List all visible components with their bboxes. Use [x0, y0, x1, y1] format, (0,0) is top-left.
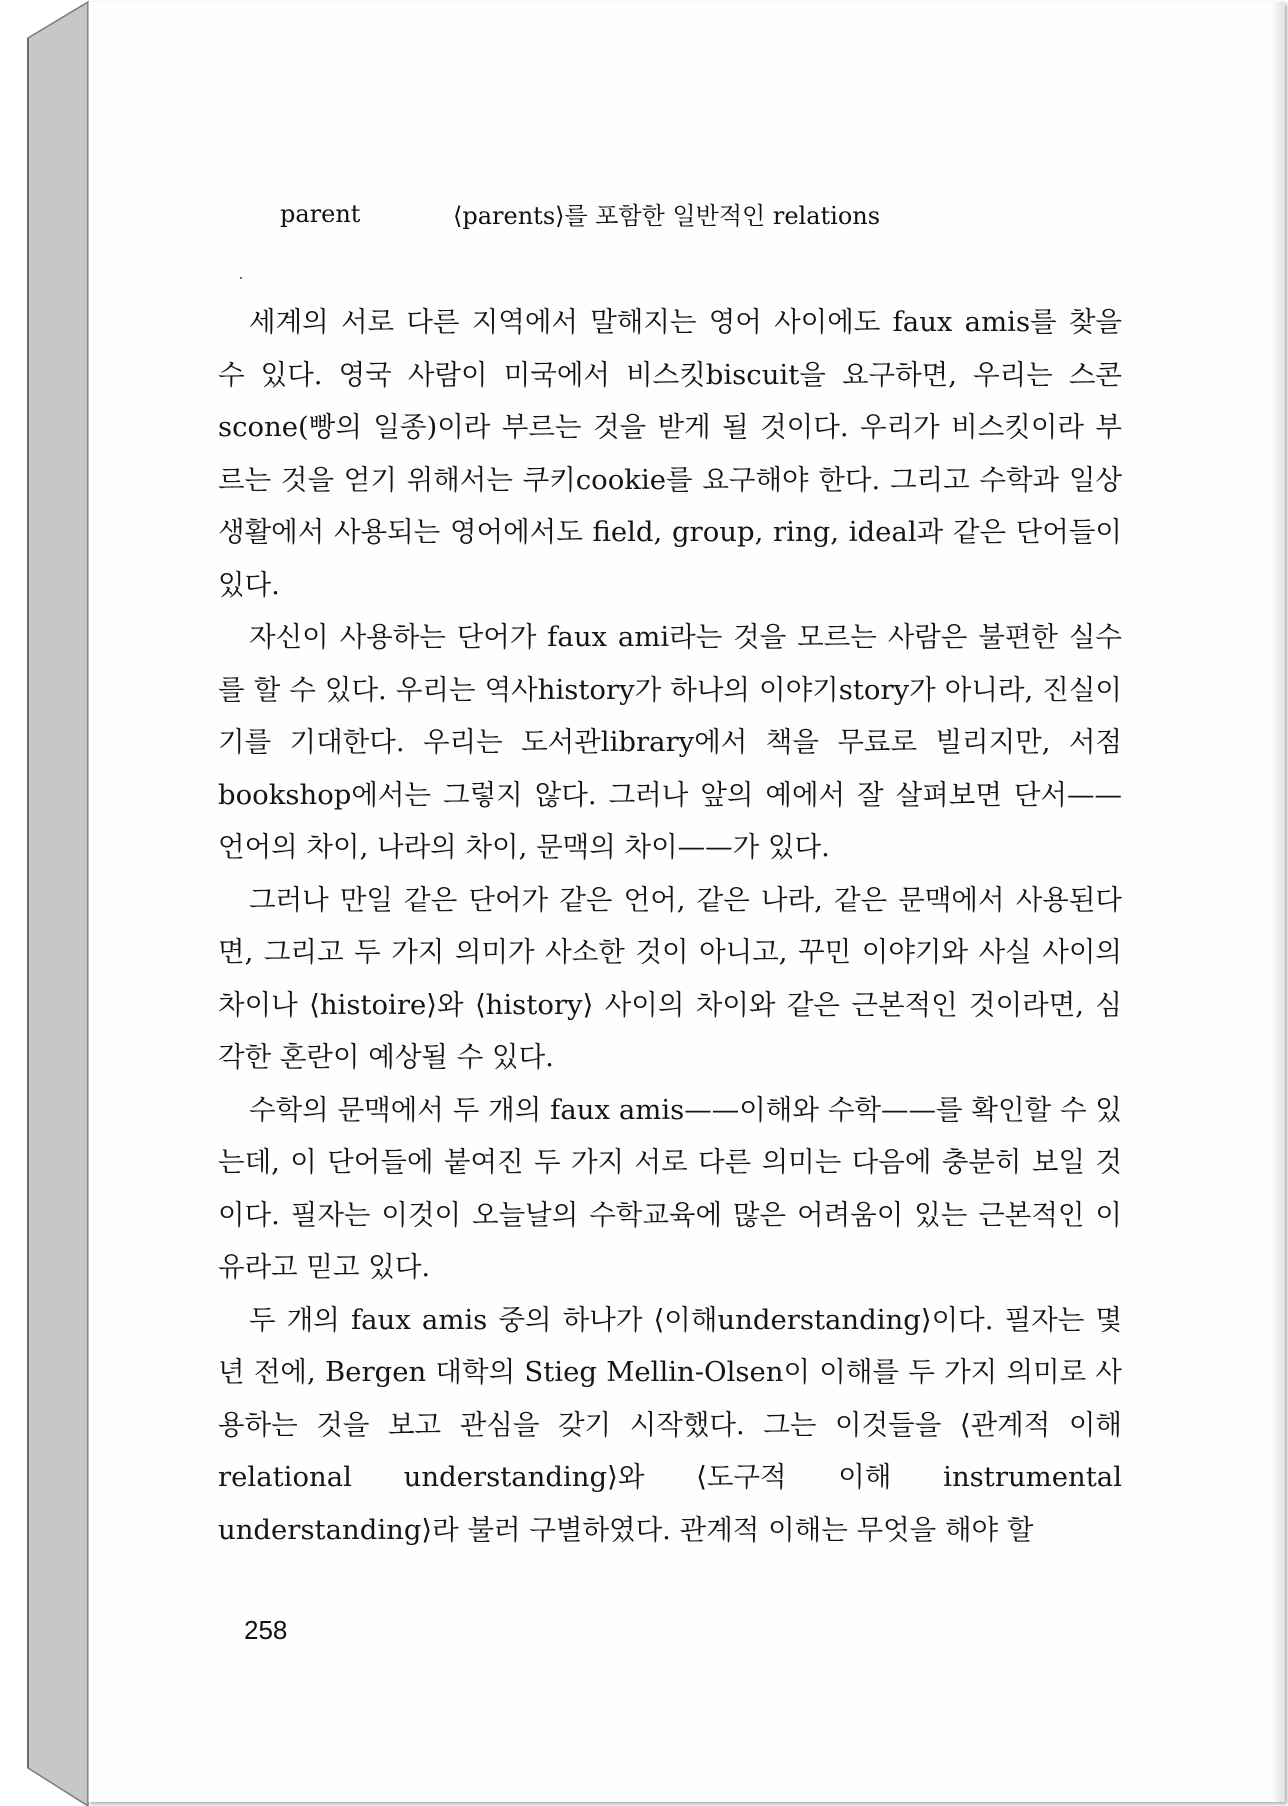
page-edge-shadow: [1271, 2, 1285, 1802]
body-text: [218, 296, 1122, 1556]
paragraph: 그러나 만일 같은 단어가 같은 언어, 같은 나라, 같은 문맥에서 사용된다면, 그리고 두 가지 의미가 사소한 것이 아니고, 꾸민 이야기와 사실 사이의 차이나 ⟨histoire⟩와 ⟨history⟩ 사이의 차이와 같은 근본적인 것이라면, 심각한 혼란이 예상될 수 있다.: [218, 883, 1122, 1073]
paragraph: 두 개의 faux amis 중의 하나가 ⟨이해understanding⟩이다. 필자는 몇 년 전에, Bergen 대학의 Stieg Mellin-Olsen이 이해를 두 가지 의미로 사용하는 것을 보고 관심을 갖기 시작했다. 그는 이것들을 ⟨관계적 이해 relational understanding⟩와 ⟨도구적 이해 instrumental understanding⟩라 불러 구별하였다. 관계적 이해는 무엇을 해야 할: [218, 1303, 1122, 1546]
paragraph: 자신이 사용하는 단어가 faux ami라는 것을 모르는 사람은 불편한 실수를 할 수 있다. 우리는 역사history가 하나의 이야기story가 아니라, 진실이기를 기대한다. 우리는 도서관library에서 책을 무료로 빌리지만, 서점bookshop에서는 그렇지 않다. 그러나 앞의 예에서 잘 살펴보면 단서——언어의 차이, 나라의 차이, 문맥의 차이——가 있다.: [218, 621, 1122, 863]
scan-speck: [240, 277, 242, 279]
header-definition: ⟨parents⟩를 포함한 일반적인 relations: [453, 202, 881, 230]
header-term: parent: [280, 200, 361, 228]
paragraph: 수학의 문맥에서 두 개의 faux amis——이해와 수학——를 확인할 수 있는데, 이 단어들에 붙여진 두 가지 서로 다른 의미는 다음에 충분히 보일 것이다. 필자는 이것이 오늘날의 수학교육에 많은 어려움이 있는 근본적인 이유라고 믿고 있다.: [218, 1093, 1122, 1283]
page-number: 258: [244, 1615, 288, 1645]
paragraph: 세계의 서로 다른 지역에서 말해지는 영어 사이에도 faux amis를 찾을 수 있다. 영국 사람이 미국에서 비스킷biscuit을 요구하면, 우리는 스콘scone(빵의 일종)이라 부르는 것을 받게 될 것이다. 우리가 비스킷이라 부르는 것을 얻기 위해서는 쿠키cookie를 요구해야 한다. 그리고 수학과 일상 생활에서 사용되는 영어에서도 field, group, ring, ideal과 같은 단어들이 있다.: [218, 306, 1122, 601]
